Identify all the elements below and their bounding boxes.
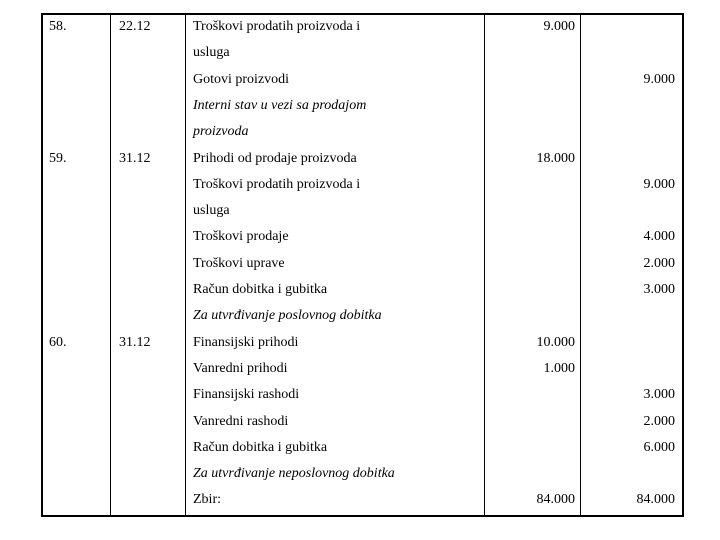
entry-description: Račun dobitka i gubitka — [193, 282, 328, 297]
entry-date: 22.12 — [119, 19, 151, 34]
journal-row — [43, 225, 682, 251]
entry-description: Finansijski rashodi — [193, 387, 300, 403]
credit-amount: 9.000 — [643, 176, 675, 192]
entry-description: Troškovi uprave — [193, 255, 285, 271]
debit-amount: 18.000 — [536, 150, 575, 166]
journal-row — [43, 68, 682, 94]
credit-amount: 6.000 — [643, 439, 675, 455]
journal-row — [43, 383, 682, 409]
credit-amount: 2.000 — [643, 413, 675, 429]
journal-row — [43, 304, 682, 330]
journal-row — [43, 120, 682, 146]
credit-amount: 2.000 — [643, 255, 675, 271]
entry-number: 60. — [49, 334, 67, 350]
entry-number: 58. — [49, 19, 67, 34]
entry-description: Račun dobitka i gubitka — [193, 439, 328, 455]
journal-row — [43, 15, 682, 41]
entry-description: Troškovi prodatih proizvoda i — [193, 176, 361, 192]
journal-row — [43, 331, 682, 357]
credit-amount: 3.000 — [643, 387, 675, 403]
journal-row — [43, 462, 682, 488]
journal-row — [43, 41, 682, 67]
entry-number: 59. — [49, 150, 67, 166]
journal-row — [43, 357, 682, 383]
entry-description: Zbir: — [193, 492, 221, 508]
journal-row — [43, 94, 682, 120]
debit-amount: 84.000 — [536, 492, 575, 508]
entry-description: Vanredni prihodi — [193, 360, 288, 376]
entry-description: Troškovi prodatih proizvoda i — [193, 19, 361, 34]
entry-description: Interni stav u vezi sa prodajom — [193, 97, 367, 113]
entry-description: Vanredni rashodi — [193, 413, 289, 429]
journal-table — [41, 13, 684, 517]
entry-description: usluga — [193, 45, 230, 61]
journal-row — [43, 173, 682, 199]
entry-description: Troškovi prodaje — [193, 229, 289, 245]
entry-description: Za utvrđivanje neposlovnog dobitka — [193, 466, 395, 482]
credit-amount: 4.000 — [643, 229, 675, 245]
journal-row — [43, 488, 682, 514]
entry-date: 31.12 — [119, 150, 151, 166]
entry-date: 31.12 — [119, 334, 151, 350]
entry-description: proizvoda — [193, 124, 249, 140]
credit-amount: 3.000 — [643, 282, 675, 297]
journal-row — [43, 252, 682, 278]
credit-amount: 84.000 — [636, 492, 675, 508]
debit-amount: 1.000 — [543, 360, 575, 376]
entry-description: Za utvrđivanje poslovnog dobitka — [193, 308, 382, 324]
entry-description: Finansijski prihodi — [193, 334, 299, 350]
debit-amount: 10.000 — [536, 334, 575, 350]
journal-row — [43, 410, 682, 436]
credit-amount: 9.000 — [643, 71, 675, 87]
journal-row — [43, 436, 682, 462]
debit-amount: 9.000 — [543, 19, 575, 34]
journal-row — [43, 147, 682, 173]
entry-description: Gotovi proizvodi — [193, 71, 290, 87]
journal-row — [43, 199, 682, 225]
entry-description: usluga — [193, 203, 230, 219]
entry-description: Prihodi od prodaje proizvoda — [193, 150, 357, 166]
journal-row — [43, 278, 682, 304]
